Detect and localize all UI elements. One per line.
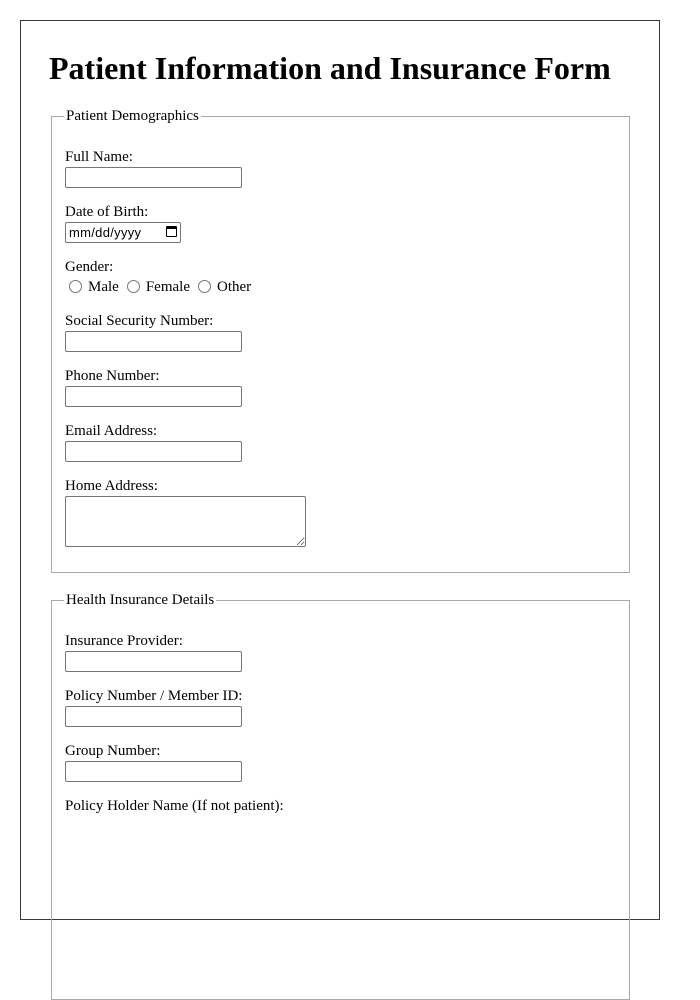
email-label: Email Address: [65, 423, 158, 439]
insurance-details-legend: Health Insurance Details [66, 592, 215, 608]
patient-demographics-legend: Patient Demographics [66, 108, 199, 124]
gender-other-radio[interactable] [198, 280, 211, 293]
insurance-details-fieldset [51, 592, 630, 1000]
page-title: Patient Information and Insurance Form [49, 50, 611, 86]
date-of-birth-input[interactable] [65, 222, 181, 243]
insurance-provider-label: Insurance Provider: [65, 633, 183, 649]
date-of-birth-placeholder: mm/dd/yyyy [69, 225, 142, 240]
date-of-birth-label: Date of Birth: [65, 204, 149, 220]
gender-female-radio[interactable] [127, 280, 140, 293]
home-address-label: Home Address: [65, 478, 158, 494]
policy-number-input[interactable] [65, 706, 242, 727]
insurance-provider-input[interactable] [65, 651, 242, 672]
gender-option-female[interactable] [127, 279, 190, 296]
policy-holder-label: Policy Holder Name (If not patient): [65, 798, 284, 814]
policy-number-label: Policy Number / Member ID: [65, 688, 243, 704]
ssn-input[interactable] [65, 331, 242, 352]
group-number-label: Group Number: [65, 743, 161, 759]
gender-radio-group [69, 278, 259, 296]
gender-male-label: Male [88, 278, 119, 295]
gender-option-other[interactable] [198, 279, 251, 296]
calendar-icon[interactable] [166, 226, 177, 237]
group-number-input[interactable] [65, 761, 242, 782]
phone-input[interactable] [65, 386, 242, 407]
full-name-input[interactable] [65, 167, 242, 188]
email-input[interactable] [65, 441, 242, 462]
home-address-textarea[interactable] [65, 496, 306, 547]
gender-label: Gender: [65, 259, 114, 275]
full-name-label: Full Name: [65, 149, 133, 165]
form-card [20, 20, 660, 920]
gender-other-label: Other [216, 278, 252, 295]
phone-label: Phone Number: [65, 368, 160, 384]
gender-male-radio[interactable] [69, 280, 82, 293]
ssn-label: Social Security Number: [65, 313, 214, 329]
patient-demographics-fieldset [51, 108, 630, 573]
gender-option-male[interactable] [69, 279, 119, 296]
gender-female-label: Female [145, 278, 190, 295]
